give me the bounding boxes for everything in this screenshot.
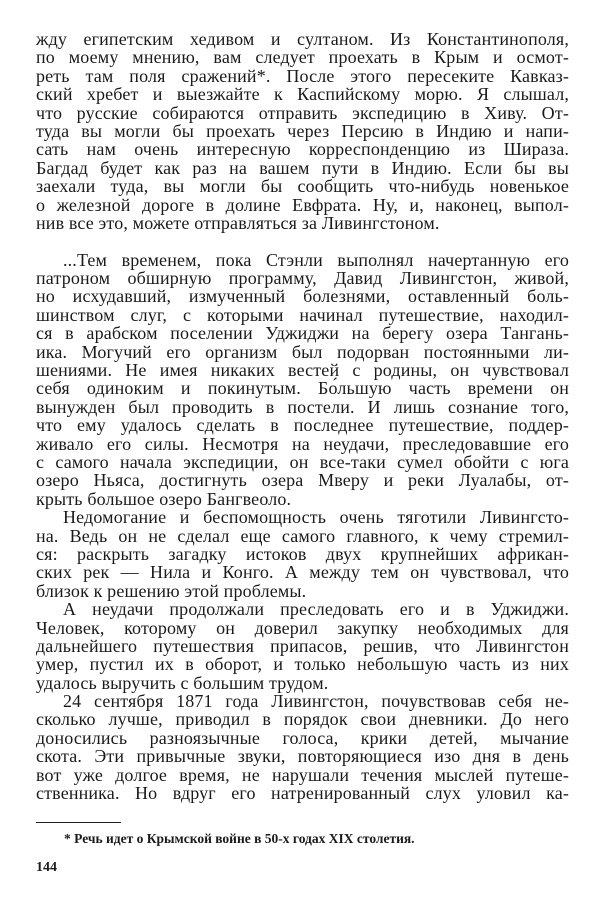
text-line: А неудачи продолжали преследовать его и в Уджиджи. bbox=[63, 599, 569, 620]
text-line: доносились разноязычные голоса, крики детей, мычание bbox=[36, 727, 569, 748]
footnote: * Речь идет о Крымской войне в 50-х годах XIX столетия. bbox=[64, 831, 415, 846]
text-line: Багдад будет как раз на вашем пути в Индию. Если бы вы bbox=[36, 157, 569, 178]
text-line: заехали туда, вы могли бы сообщить что-нибудь новенькое bbox=[36, 176, 569, 197]
text-line: ский хребет и выезжайте к Каспийскому морю. Я слышал, bbox=[36, 84, 569, 105]
text-line: но исхудавший, измученный болезнями, оставленный боль- bbox=[36, 286, 569, 307]
text-line: вот уже долгое время, не нарушали течения мыслей путеше- bbox=[36, 764, 569, 785]
page-number: 144 bbox=[36, 860, 57, 875]
text-line: сать нам очень интересную корреспонденцию из Шираза. bbox=[36, 139, 569, 160]
text-line: скота. Эти привычные звуки, повторяющиеся изо дня в день bbox=[36, 746, 569, 767]
paragraph bbox=[36, 30, 569, 232]
text-line: ских рек — Нила и Конго. А между тем он чувствовал, что bbox=[36, 562, 569, 583]
text-line: что русские собираются отправить экспедицию в Хиву. От- bbox=[36, 102, 569, 123]
text-line: туда вы могли бы проехать через Персию в Индию и напи- bbox=[36, 120, 569, 141]
text-line: на. Ведь он не сделал еще самого главного, к чему стремил- bbox=[36, 525, 569, 546]
text-line: с самого начала экспедиции, он все-таки сумел обойти с юга bbox=[36, 451, 569, 472]
text-line: 24 сентября 1871 года Ливингстон, почувствовав себя не- bbox=[63, 691, 569, 712]
text-line: ся: раскрыть загадку истоков двух крупнейших африкан- bbox=[36, 543, 569, 564]
text-line: нив все это, можете отправляться за Ливингстоном. bbox=[36, 212, 440, 233]
text-line: патроном обширную программу, Давид Ливингстон, живой, bbox=[36, 268, 569, 289]
text-line: умер, пустил их в оборот, и только небольшую часть из них bbox=[36, 654, 569, 675]
text-line: себя одиноким и покинутым. Бо́льшую часть времени он bbox=[36, 378, 569, 399]
text-line: по моему мнению, вам следует проехать в Крым и осмот- bbox=[36, 47, 569, 68]
text-line: Недомогание и беспомощность очень тяготили Ливингсто- bbox=[63, 507, 569, 528]
text-line: крыть большое озеро Бангвеоло. bbox=[36, 488, 292, 509]
paragraph bbox=[36, 251, 569, 508]
body-text bbox=[36, 30, 569, 802]
text-line: что ему удалось сделать в последнее путешествие, поддер- bbox=[36, 415, 569, 436]
text-line: живало его силы. Несмотря на неудачи, преследовавшие его bbox=[36, 433, 569, 454]
paragraph bbox=[36, 600, 569, 692]
text-line: дальнейшего путешествия припасов, решив, что Ливингстон bbox=[36, 635, 569, 656]
text-line: близок к решению этой проблемы. bbox=[36, 580, 307, 601]
text-line: о железной дороге в долине Евфрата. Ну, и, наконец, выпол- bbox=[36, 194, 569, 215]
paragraph bbox=[36, 692, 569, 802]
text-line: шениями. Не имея никаких вестей с родины, он чувствовал bbox=[36, 360, 569, 381]
text-line: ...Тем временем, пока Стэнли выполнял начертанную его bbox=[63, 249, 569, 270]
text-line: шинством слуг, с которыми начинал путешествие, находил- bbox=[36, 304, 569, 325]
text-line: удалось выручить с большим трудом. bbox=[36, 672, 329, 693]
text-line: реть там поля сражений*. После этого пересеките Кавказ- bbox=[36, 65, 569, 86]
paragraph bbox=[36, 508, 569, 600]
text-line: сколько лучше, приводил в порядок свои дневники. До него bbox=[36, 709, 569, 730]
text-line: вынужден был проводить в постели. И лишь сознание того, bbox=[36, 396, 569, 417]
text-line: ся в арабском поселении Уджиджи на берегу озера Тангань- bbox=[36, 323, 569, 344]
text-line: жду египетским хедивом и султаном. Из Константинополя, bbox=[36, 29, 569, 49]
text-line: Человек, которому он доверил закупку необходимых для bbox=[36, 617, 569, 638]
text-line: ственника. Но вдруг его натренированный слух уловил ка- bbox=[36, 783, 569, 804]
text-line: ика. Могучий его организм был подорван постоянными ли- bbox=[36, 341, 569, 362]
text-line: озеро Ньяса, достигнуть озера Мверу и реки Луалабы, от- bbox=[36, 470, 569, 491]
footnote-rule bbox=[36, 822, 121, 823]
